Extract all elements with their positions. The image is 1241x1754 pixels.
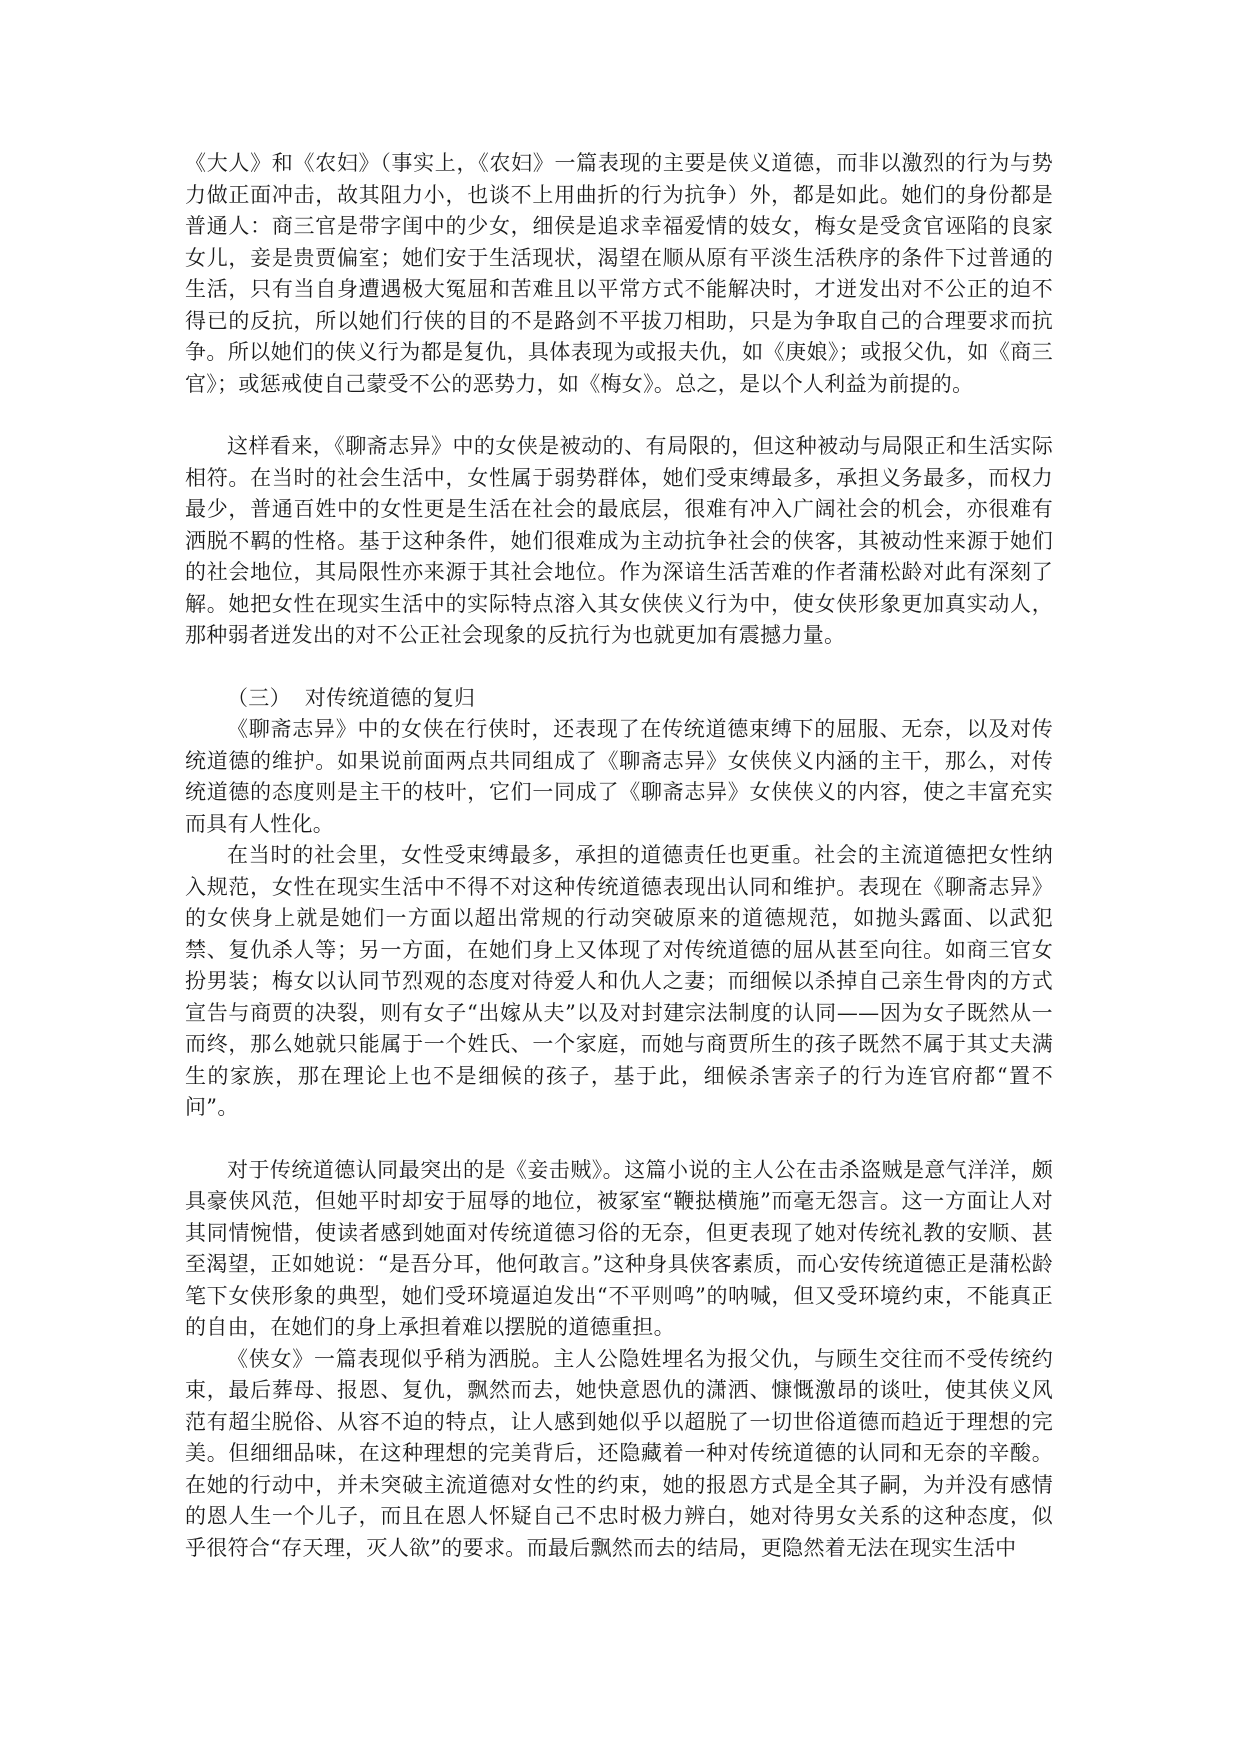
paragraph-5: 对于传统道德认同最突出的是《妾击贼》。这篇小说的主人公在击杀盗贼是意气洋洋，颇具豪侠风范，但她平时却安于屈辱的地位，被冢室“鞭挞横施”而毫无怨言。这一方面让人对其同情惋惜，使读者感到她面对传统道德习俗的无奈，但更表现了她对传统礼教的安顺、甚至渴望，正如她说：“是吾分耳，他何敢言。”这种身具侠客素质，而心安传统道德正是蒲松龄笔下女侠形象的典型，她们受环境逼迫发出“不平则鸣”的呐喊，但又受环境约束，不能真正的自由，在她们的身上承担着难以摆脱的道德重担。: [185, 1157, 1053, 1339]
paragraph-1: 《大人》和《农妇》（事实上，《农妇》一篇表现的主要是侠义道德，而非以激烈的行为与势力做正面冲击，故其阻力小，也谈不上用曲折的行为抗争）外，都是如此。她们的身份都是普通人：商三官是带字闺中的少女，细侯是追求幸福爱情的妓女，梅女是受贪官诬陷的良家女儿，妾是贵贾偏室；她们安于生活现状，渴望在顺从原有平淡生活秩序的条件下过普通的生活，只有当自身遭遇极大冤屈和苦难且以平常方式不能解决时，才迸发出对不公正的迫不得已的反抗，所以她们行侠的目的不是路剑不平拔刀相助，只是为争取自己的合理要求而抗争。所以她们的侠义行为都是复仇，具体表现为或报夫仇，如《庚娘》；或报父仇，如《商三官》；或惩戒使自己蒙受不公的恶势力，如《梅女》。总之，是以个人利益为前提的。: [185, 151, 1053, 396]
paragraph-4: 在当时的社会里，女性受束缚最多，承担的道德责任也更重。社会的主流道德把女性纳入规范，女性在现实生活中不得不对这种传统道德表现出认同和维护。表现在《聊斋志异》的女侠身上就是她们一方面以超出常规的行动突破原来的道德规范，如抛头露面、以武犯禁、复仇杀人等；另一方面，在她们身上又体现了对传统道德的屈从甚至向往。如商三官女扮男装；梅女以认同节烈观的态度对待爱人和仇人之妻；而细候以杀掉自己亲生骨肉的方式宣告与商贾的决裂，则有女子“出嫁从夫”以及对封建宗法制度的认同——因为女子既然从一而终，那么她就只能属于一个姓氏、一个家庭，而她与商贾所生的孩子既然不属于其丈夫满生的家族，那在理论上也不是细候的孩子，基于此，细候杀害亲子的行为连官府都“置不问”。: [185, 843, 1053, 1119]
section-heading: （三） 对传统道德的复归: [227, 685, 476, 710]
document-body: [185, 148, 1053, 1564]
paragraph-6: 《侠女》一篇表现似乎稍为洒脱。主人公隐姓埋名为报父仇，与顾生交往而不受传统约束，最后葬母、报恩、复仇，飘然而去，她快意恩仇的潇洒、慷慨激昂的谈吐，使其侠义风范有超尘脱俗、从容不迫的特点，让人感到她似乎以超脱了一切世俗道德而趋近于理想的完美。但细细品味，在这种理想的完美背后，还隐藏着一种对传统道德的认同和无奈的辛酸。在她的行动中，并未突破主流道德对女性的约束，她的报恩方式是全其子嗣，为并没有感情的恩人生一个儿子，而且在恩人怀疑自己不忠时极力辨白，她对待男女关系的这种态度，似乎很符合“存天理，灭人欲”的要求。而最后飘然而去的结局，更隐然着无法在现实生活中: [185, 1346, 1053, 1560]
paragraph-3: 《聊斋志异》中的女侠在行侠时，还表现了在传统道德束缚下的屈服、无奈，以及对传统道德的维护。如果说前面两点共同组成了《聊斋志异》女侠侠义内涵的主干，那么，对传统道德的态度则是主干的枝叶，它们一同成了《聊斋志异》女侠侠义的内容，使之丰富充实而具有人性化。: [185, 717, 1053, 836]
paragraph-2: 这样看来，《聊斋志异》中的女侠是被动的、有局限的，但这种被动与局限正和生活实际相符。在当时的社会生活中，女性属于弱势群体，她们受束缚最多，承担义务最多，而权力最少，普通百姓中的女性更是生活在社会的最底层，很难有冲入广阔社会的机会，亦很难有洒脱不羁的性格。基于这种条件，她们很难成为主动抗争社会的侠客，其被动性来源于她们的社会地位，其局限性亦来源于其社会地位。作为深谙生活苦难的作者蒲松龄对此有深刻了解。她把女性在现实生活中的实际特点溶入其女侠侠义行为中，使女侠形象更加真实动人，那种弱者迸发出的对不公正社会现象的反抗行为也就更加有震撼力量。: [185, 434, 1053, 647]
